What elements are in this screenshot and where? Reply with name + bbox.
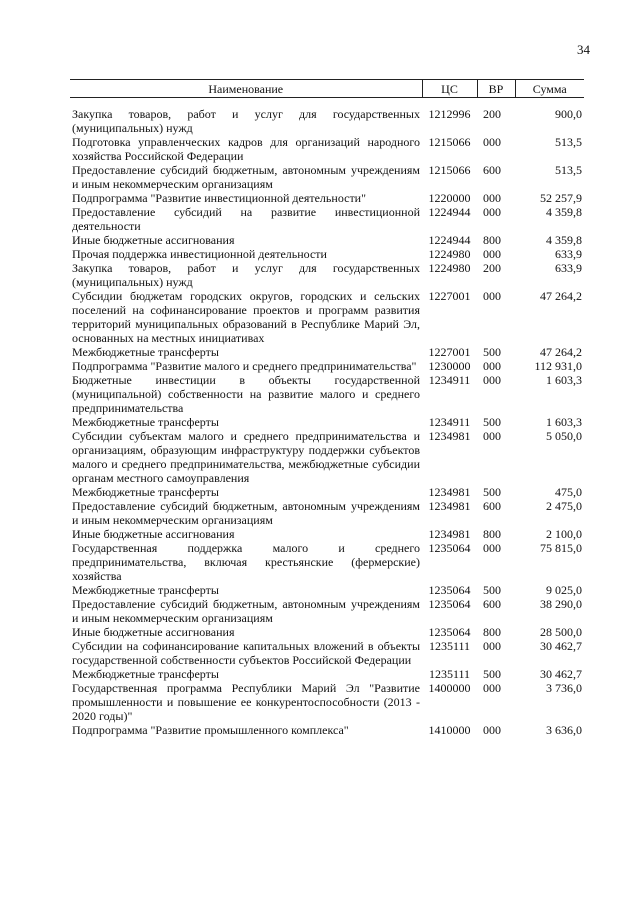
row-sum: 1 603,3: [546, 373, 582, 387]
row-cs-code: 1227001: [428, 289, 471, 303]
table-row: [70, 485, 584, 499]
row-sum: 30 462,7: [540, 667, 582, 681]
row-sum: 2 475,0: [546, 499, 582, 513]
row-vr-code: 500: [483, 667, 501, 681]
row-sum: 75 815,0: [540, 541, 582, 555]
row-vr-code: 000: [483, 541, 501, 555]
row-cs-code: 1235064: [428, 583, 471, 597]
table-row: [70, 639, 584, 667]
table-row: [70, 135, 584, 163]
row-name: Межбюджетные трансферты: [72, 583, 219, 597]
row-sum: 513,5: [555, 163, 582, 177]
row-sum: 1 603,3: [546, 415, 582, 429]
table-body: [70, 98, 584, 738]
header-name: Наименование: [70, 80, 422, 98]
table-header-row: [70, 80, 584, 98]
row-name: Закупка товаров, работ и услуг для государственных (муниципальных) нужд: [72, 107, 420, 135]
page-number: 34: [577, 42, 590, 57]
row-vr-code: 800: [483, 527, 501, 541]
row-cs-code: 1235064: [428, 625, 471, 639]
table-row: [70, 289, 584, 345]
table-row: [70, 527, 584, 541]
row-name: Субсидии на софинансирование капитальных вложений в объекты государственной собственности субъектов Российской Федерации: [72, 639, 420, 667]
row-name: Межбюджетные трансферты: [72, 345, 219, 359]
table-row: [70, 233, 584, 247]
row-vr-code: 500: [483, 485, 501, 499]
row-cs-code: 1234911: [428, 415, 471, 429]
table-row: [70, 723, 584, 737]
row-sum: 9 025,0: [546, 583, 582, 597]
row-cs-code: 1224944: [428, 205, 471, 219]
row-cs-code: 1234911: [428, 373, 471, 387]
row-name: Предоставление субсидий на развитие инвестиционной деятельности: [72, 205, 420, 233]
row-name: Государственная поддержка малого и среднего предпринимательства, включая крестьянские (фермерские) хозяйства: [72, 541, 420, 583]
table-row: [70, 373, 584, 415]
table-row: [70, 345, 584, 359]
row-cs-code: 1235064: [428, 597, 471, 611]
row-sum: 513,5: [555, 135, 582, 149]
row-vr-code: 600: [483, 597, 501, 611]
row-cs-code: 1234981: [428, 527, 471, 541]
row-cs-code: 1235111: [428, 639, 471, 653]
row-vr-code: 000: [483, 247, 501, 261]
row-sum: 38 290,0: [540, 597, 582, 611]
table-row: [70, 191, 584, 205]
row-vr-code: 000: [483, 681, 501, 695]
row-vr-code: 500: [483, 345, 501, 359]
row-name: Подпрограмма "Развитие инвестиционной деятельности": [72, 191, 367, 205]
row-sum: 52 257,9: [540, 191, 582, 205]
row-cs-code: 1234981: [428, 499, 471, 513]
row-name: Предоставление субсидий бюджетным, автономным учреждениям и иным некоммерческим организациям: [72, 597, 420, 625]
row-sum: 3 736,0: [546, 681, 582, 695]
table-row: [70, 625, 584, 639]
row-vr-code: 000: [483, 135, 501, 149]
row-name: Иные бюджетные ассигнования: [72, 233, 235, 247]
row-name: Иные бюджетные ассигнования: [72, 527, 235, 541]
row-sum: 475,0: [555, 485, 582, 499]
table-row: [70, 98, 584, 136]
row-vr-code: 200: [483, 107, 501, 121]
row-cs-code: 1224980: [428, 247, 471, 261]
row-cs-code: 1230000: [428, 359, 471, 373]
row-vr-code: 500: [483, 583, 501, 597]
row-sum: 900,0: [555, 107, 582, 121]
row-sum: 30 462,7: [540, 639, 582, 653]
row-name: Подготовка управленческих кадров для организаций народного хозяйства Российской Федерации: [72, 135, 420, 163]
row-sum: 4 359,8: [546, 205, 582, 219]
header-sum: Сумма: [515, 80, 584, 98]
row-vr-code: 000: [483, 289, 501, 303]
row-cs-code: 1224980: [428, 261, 471, 275]
row-sum: 47 264,2: [540, 345, 582, 359]
table-row: [70, 415, 584, 429]
row-cs-code: 1235064: [428, 541, 471, 555]
row-name: Бюджетные инвестиции в объекты государственной (муниципальной) собственности на развитие малого и среднего предпринимательства: [72, 373, 420, 415]
table-row: [70, 541, 584, 583]
row-sum: 4 359,8: [546, 233, 582, 247]
table-row: [70, 163, 584, 191]
row-sum: 5 050,0: [546, 429, 582, 443]
row-name: Подпрограмма "Развитие промышленного комплекса": [72, 723, 349, 737]
row-cs-code: 1235111: [428, 667, 471, 681]
row-vr-code: 000: [483, 429, 501, 443]
row-vr-code: 600: [483, 163, 501, 177]
row-sum: 3 636,0: [546, 723, 582, 737]
row-cs-code: 1410000: [428, 723, 471, 737]
row-cs-code: 1224944: [428, 233, 471, 247]
row-name: Государственная программа Республики Марий Эл "Развитие промышленности и повышение ее конкурентоспособности (2013 - 2020 годы)": [72, 681, 420, 723]
table-row: [70, 261, 584, 289]
row-sum: 47 264,2: [540, 289, 582, 303]
row-sum: 633,9: [555, 247, 582, 261]
row-name: Подпрограмма "Развитие малого и среднего предпринимательства": [72, 359, 417, 373]
row-cs-code: 1212996: [428, 107, 471, 121]
row-name: Иные бюджетные ассигнования: [72, 625, 235, 639]
table-row: [70, 667, 584, 681]
table-row: [70, 247, 584, 261]
table-row: [70, 205, 584, 233]
row-sum: 2 100,0: [546, 527, 582, 541]
row-sum: 112 931,0: [534, 359, 582, 373]
row-vr-code: 000: [483, 723, 501, 737]
row-vr-code: 200: [483, 261, 501, 275]
table-row: [70, 597, 584, 625]
header-cs: ЦС: [422, 80, 477, 98]
row-cs-code: 1220000: [428, 191, 471, 205]
row-vr-code: 000: [483, 205, 501, 219]
row-name: Субсидии субъектам малого и среднего предпринимательства и организациям, образующим инфраструктуру поддержки субъектов малого и среднего предпринимательства, межбюджетные субсидии органам местного самоуправления: [72, 429, 420, 485]
table-row: [70, 429, 584, 485]
row-name: Закупка товаров, работ и услуг для государственных (муниципальных) нужд: [72, 261, 420, 289]
row-sum: 28 500,0: [540, 625, 582, 639]
row-name: Межбюджетные трансферты: [72, 415, 219, 429]
row-vr-code: 000: [483, 359, 501, 373]
row-vr-code: 800: [483, 233, 501, 247]
table-row: [70, 499, 584, 527]
row-vr-code: 000: [483, 373, 501, 387]
row-cs-code: 1215066: [428, 135, 471, 149]
row-vr-code: 000: [483, 191, 501, 205]
row-vr-code: 600: [483, 499, 501, 513]
row-name: Межбюджетные трансферты: [72, 485, 219, 499]
row-cs-code: 1234981: [428, 485, 471, 499]
budget-table: [70, 79, 584, 737]
row-vr-code: 000: [483, 639, 501, 653]
row-name: Прочая поддержка инвестиционной деятельности: [72, 247, 327, 261]
row-name: Предоставление субсидий бюджетным, автономным учреждениям и иным некоммерческим организациям: [72, 163, 420, 191]
table-row: [70, 359, 584, 373]
header-vr: ВР: [477, 80, 515, 98]
table-row: [70, 681, 584, 723]
row-vr-code: 500: [483, 415, 501, 429]
row-cs-code: 1215066: [428, 163, 471, 177]
row-cs-code: 1234981: [428, 429, 471, 443]
row-name: Субсидии бюджетам городских округов, городских и сельских поселений на софинансирование проектов и программ развития территорий муниципальных образований в Республике Марий Эл, основанных на местных инициативах: [72, 289, 420, 345]
table-row: [70, 583, 584, 597]
row-cs-code: 1227001: [428, 345, 471, 359]
row-cs-code: 1400000: [428, 681, 471, 695]
row-vr-code: 800: [483, 625, 501, 639]
row-name: Предоставление субсидий бюджетным, автономным учреждениям и иным некоммерческим организациям: [72, 499, 420, 527]
row-name: Межбюджетные трансферты: [72, 667, 219, 681]
row-sum: 633,9: [555, 261, 582, 275]
